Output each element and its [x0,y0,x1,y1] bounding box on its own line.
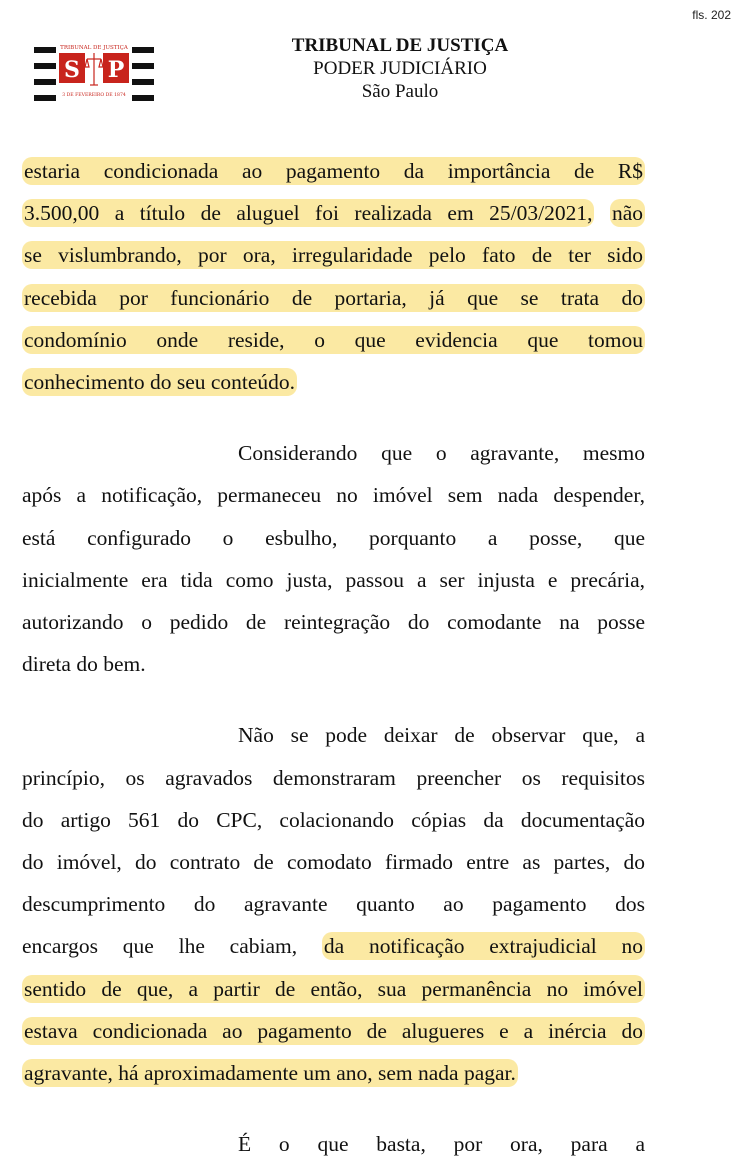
text-line: princípio, os agravados demonstraram preencher os requisitos [22,765,645,790]
logo-letter-p: P [107,57,125,83]
text-line [22,1123,645,1165]
line-text: Não se pode deixar de observar que, a [238,723,645,748]
logo-bottom-text: 3 DE FEVEREIRO DE 1874 [62,93,126,98]
text-line: está configurado o esbulho, porquanto a posse, que [22,525,645,550]
text-line: autorizando o pedido de reintegração do comodante na posse [22,610,645,635]
text-line [22,150,645,192]
line-text: encargos que lhe cabiam, [22,934,298,959]
page-header [0,34,743,114]
highlight: 3.500,00 a título de aluguel foi realizada em 25/03/2021, [24,201,593,226]
text-line [22,714,645,756]
line-text: Considerando que o agravante, mesmo [238,441,645,466]
court-subtitle: PODER JUDICIÁRIO [313,58,487,79]
text-line [22,234,645,276]
text-line [22,968,645,1010]
highlight: estava condicionada ao pagamento de alugueres e a inércia do [24,1018,643,1043]
tjsp-logo [34,39,154,105]
text-line [22,277,645,319]
text-line [22,1010,645,1052]
highlight: conhecimento do seu conteúdo. [24,370,296,395]
text-line: direta do bem. [22,652,146,677]
logo-top-text: TRIBUNAL DE JUSTIÇA [60,45,128,51]
court-title: TRIBUNAL DE JUSTIÇA [291,35,509,56]
highlight: da notificação extrajudicial no [323,934,643,959]
text-line [22,925,645,967]
highlight: estaria condicionada ao pagamento da importância de R$ [24,159,643,183]
court-heading [250,34,550,103]
highlight: condomínio onde reside, o que evidencia que tomou [24,327,643,352]
line-text: É o que basta, por ora, para a [238,1132,645,1157]
logo-letter-s: S [64,57,80,83]
text-line [22,361,645,403]
text-line [22,1052,645,1094]
text-line [22,432,645,474]
text-line: do artigo 561 do CPC, colacionando cópias da documentação [22,807,645,832]
text-line [22,319,645,361]
highlight: sentido de que, a partir de então, sua permanência no imóvel [24,976,643,1001]
page-number: fls. 202 [692,8,731,22]
highlight: recebida por funcionário de portaria, já que se trata do [24,285,643,310]
document-body [22,150,645,1165]
text-line [22,192,645,234]
text-line: do imóvel, do contrato de comodato firmado entre as partes, do [22,850,645,875]
highlight: agravante, há aproximadamente um ano, sem nada pagar. [24,1061,516,1086]
highlight: se vislumbrando, por ora, irregularidade pelo fato de ter sido [24,243,643,268]
court-city: São Paulo [361,81,439,102]
text-line: inicialmente era tida como justa, passou a ser injusta e precária, [22,567,645,592]
highlight: não [611,201,643,226]
text-line: descumprimento do agravante quanto ao pagamento dos [22,892,645,917]
text-line: após a notificação, permaneceu no imóvel sem nada despender, [22,483,645,508]
